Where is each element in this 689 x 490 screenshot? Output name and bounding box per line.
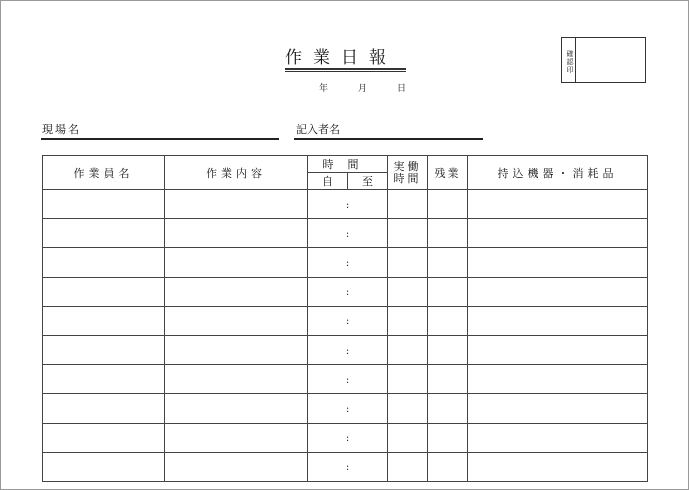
cell-overtime[interactable] [428,365,468,394]
cell-overtime[interactable] [428,190,468,219]
cell-worker-name[interactable] [43,423,165,452]
cell-worker-name[interactable] [43,394,165,423]
confirm-stamp-box[interactable] [561,37,646,83]
cell-work-content[interactable] [165,219,308,248]
cell-actual-hours[interactable] [388,365,428,394]
cell-equipment[interactable] [468,335,648,364]
cell-time[interactable] [308,190,388,219]
time-separator: : [345,199,350,211]
title-underline-upper [285,68,406,70]
table-row [43,335,648,364]
cell-worker-name[interactable] [43,277,165,306]
cell-actual-hours[interactable] [388,306,428,335]
cell-worker-name[interactable] [43,190,165,219]
time-separator: : [345,287,350,299]
time-separator: : [345,433,350,445]
header-equipment: 持込機器・消耗品 [468,156,648,190]
cell-actual-hours[interactable] [388,394,428,423]
cell-work-content[interactable] [165,306,308,335]
cell-equipment[interactable] [468,306,648,335]
cell-worker-name[interactable] [43,335,165,364]
cell-work-content[interactable] [165,365,308,394]
title-underline-lower [285,71,406,72]
writer-name-line[interactable] [294,138,483,140]
table-row [43,219,648,248]
cell-work-content[interactable] [165,190,308,219]
cell-equipment[interactable] [468,248,648,277]
header-work-content: 作業内容 [165,156,308,190]
cell-overtime[interactable] [428,423,468,452]
date-day-label: 日 [397,84,407,94]
time-separator: : [345,316,350,328]
cell-time[interactable] [308,219,388,248]
header-actual-hours-line1: 実働 [393,159,422,173]
cell-equipment[interactable] [468,277,648,306]
date-month-label: 月 [358,84,368,94]
cell-equipment[interactable] [468,365,648,394]
cell-overtime[interactable] [428,277,468,306]
cell-time[interactable] [308,452,388,481]
cell-overtime[interactable] [428,248,468,277]
cell-time[interactable] [308,277,388,306]
time-separator: : [345,257,350,269]
cell-actual-hours[interactable] [388,423,428,452]
header-time-from: 自 [308,173,348,190]
cell-actual-hours[interactable] [388,335,428,364]
cell-time[interactable] [308,423,388,452]
cell-work-content[interactable] [165,248,308,277]
table-row [43,277,648,306]
time-separator: : [345,228,350,240]
cell-overtime[interactable] [428,452,468,481]
table-row [43,248,648,277]
site-name-line[interactable] [41,138,279,140]
header-actual-hours [388,156,428,190]
cell-equipment[interactable] [468,394,648,423]
time-separator: : [345,403,350,415]
header-worker-name: 作業員名 [43,156,165,190]
cell-work-content[interactable] [165,423,308,452]
cell-time[interactable] [308,248,388,277]
header-time: 時間 [308,156,388,173]
time-separator: : [345,462,350,474]
cell-work-content[interactable] [165,394,308,423]
page-title: 作業日報 [285,48,397,68]
time-separator: : [345,345,350,357]
cell-equipment[interactable] [468,219,648,248]
cell-actual-hours[interactable] [388,219,428,248]
table-row [43,306,648,335]
cell-work-content[interactable] [165,335,308,364]
cell-worker-name[interactable] [43,306,165,335]
table-row [43,394,648,423]
cell-time[interactable] [308,394,388,423]
date-year-label: 年 [319,84,329,94]
cell-time[interactable] [308,365,388,394]
cell-overtime[interactable] [428,306,468,335]
cell-overtime[interactable] [428,335,468,364]
cell-worker-name[interactable] [43,365,165,394]
site-name-label: 現場名 [42,123,81,136]
table-row [43,190,648,219]
cell-equipment[interactable] [468,423,648,452]
cell-time[interactable] [308,335,388,364]
cell-work-content[interactable] [165,452,308,481]
table-row [43,423,648,452]
table-row [43,365,648,394]
cell-actual-hours[interactable] [388,190,428,219]
header-time-to: 至 [348,173,388,190]
table-row [43,452,648,481]
header-overtime: 残業 [428,156,468,190]
work-table [42,155,648,482]
cell-work-content[interactable] [165,277,308,306]
cell-worker-name[interactable] [43,219,165,248]
writer-name-label: 記入者名 [296,123,340,136]
cell-equipment[interactable] [468,452,648,481]
cell-worker-name[interactable] [43,452,165,481]
cell-overtime[interactable] [428,219,468,248]
cell-actual-hours[interactable] [388,248,428,277]
cell-time[interactable] [308,306,388,335]
time-separator: : [345,374,350,386]
confirm-stamp-label: 確認印 [562,38,576,82]
cell-worker-name[interactable] [43,248,165,277]
cell-equipment[interactable] [468,190,648,219]
header-actual-hours-line2: 時間 [393,171,422,185]
cell-overtime[interactable] [428,394,468,423]
cell-actual-hours[interactable] [388,452,428,481]
cell-actual-hours[interactable] [388,277,428,306]
